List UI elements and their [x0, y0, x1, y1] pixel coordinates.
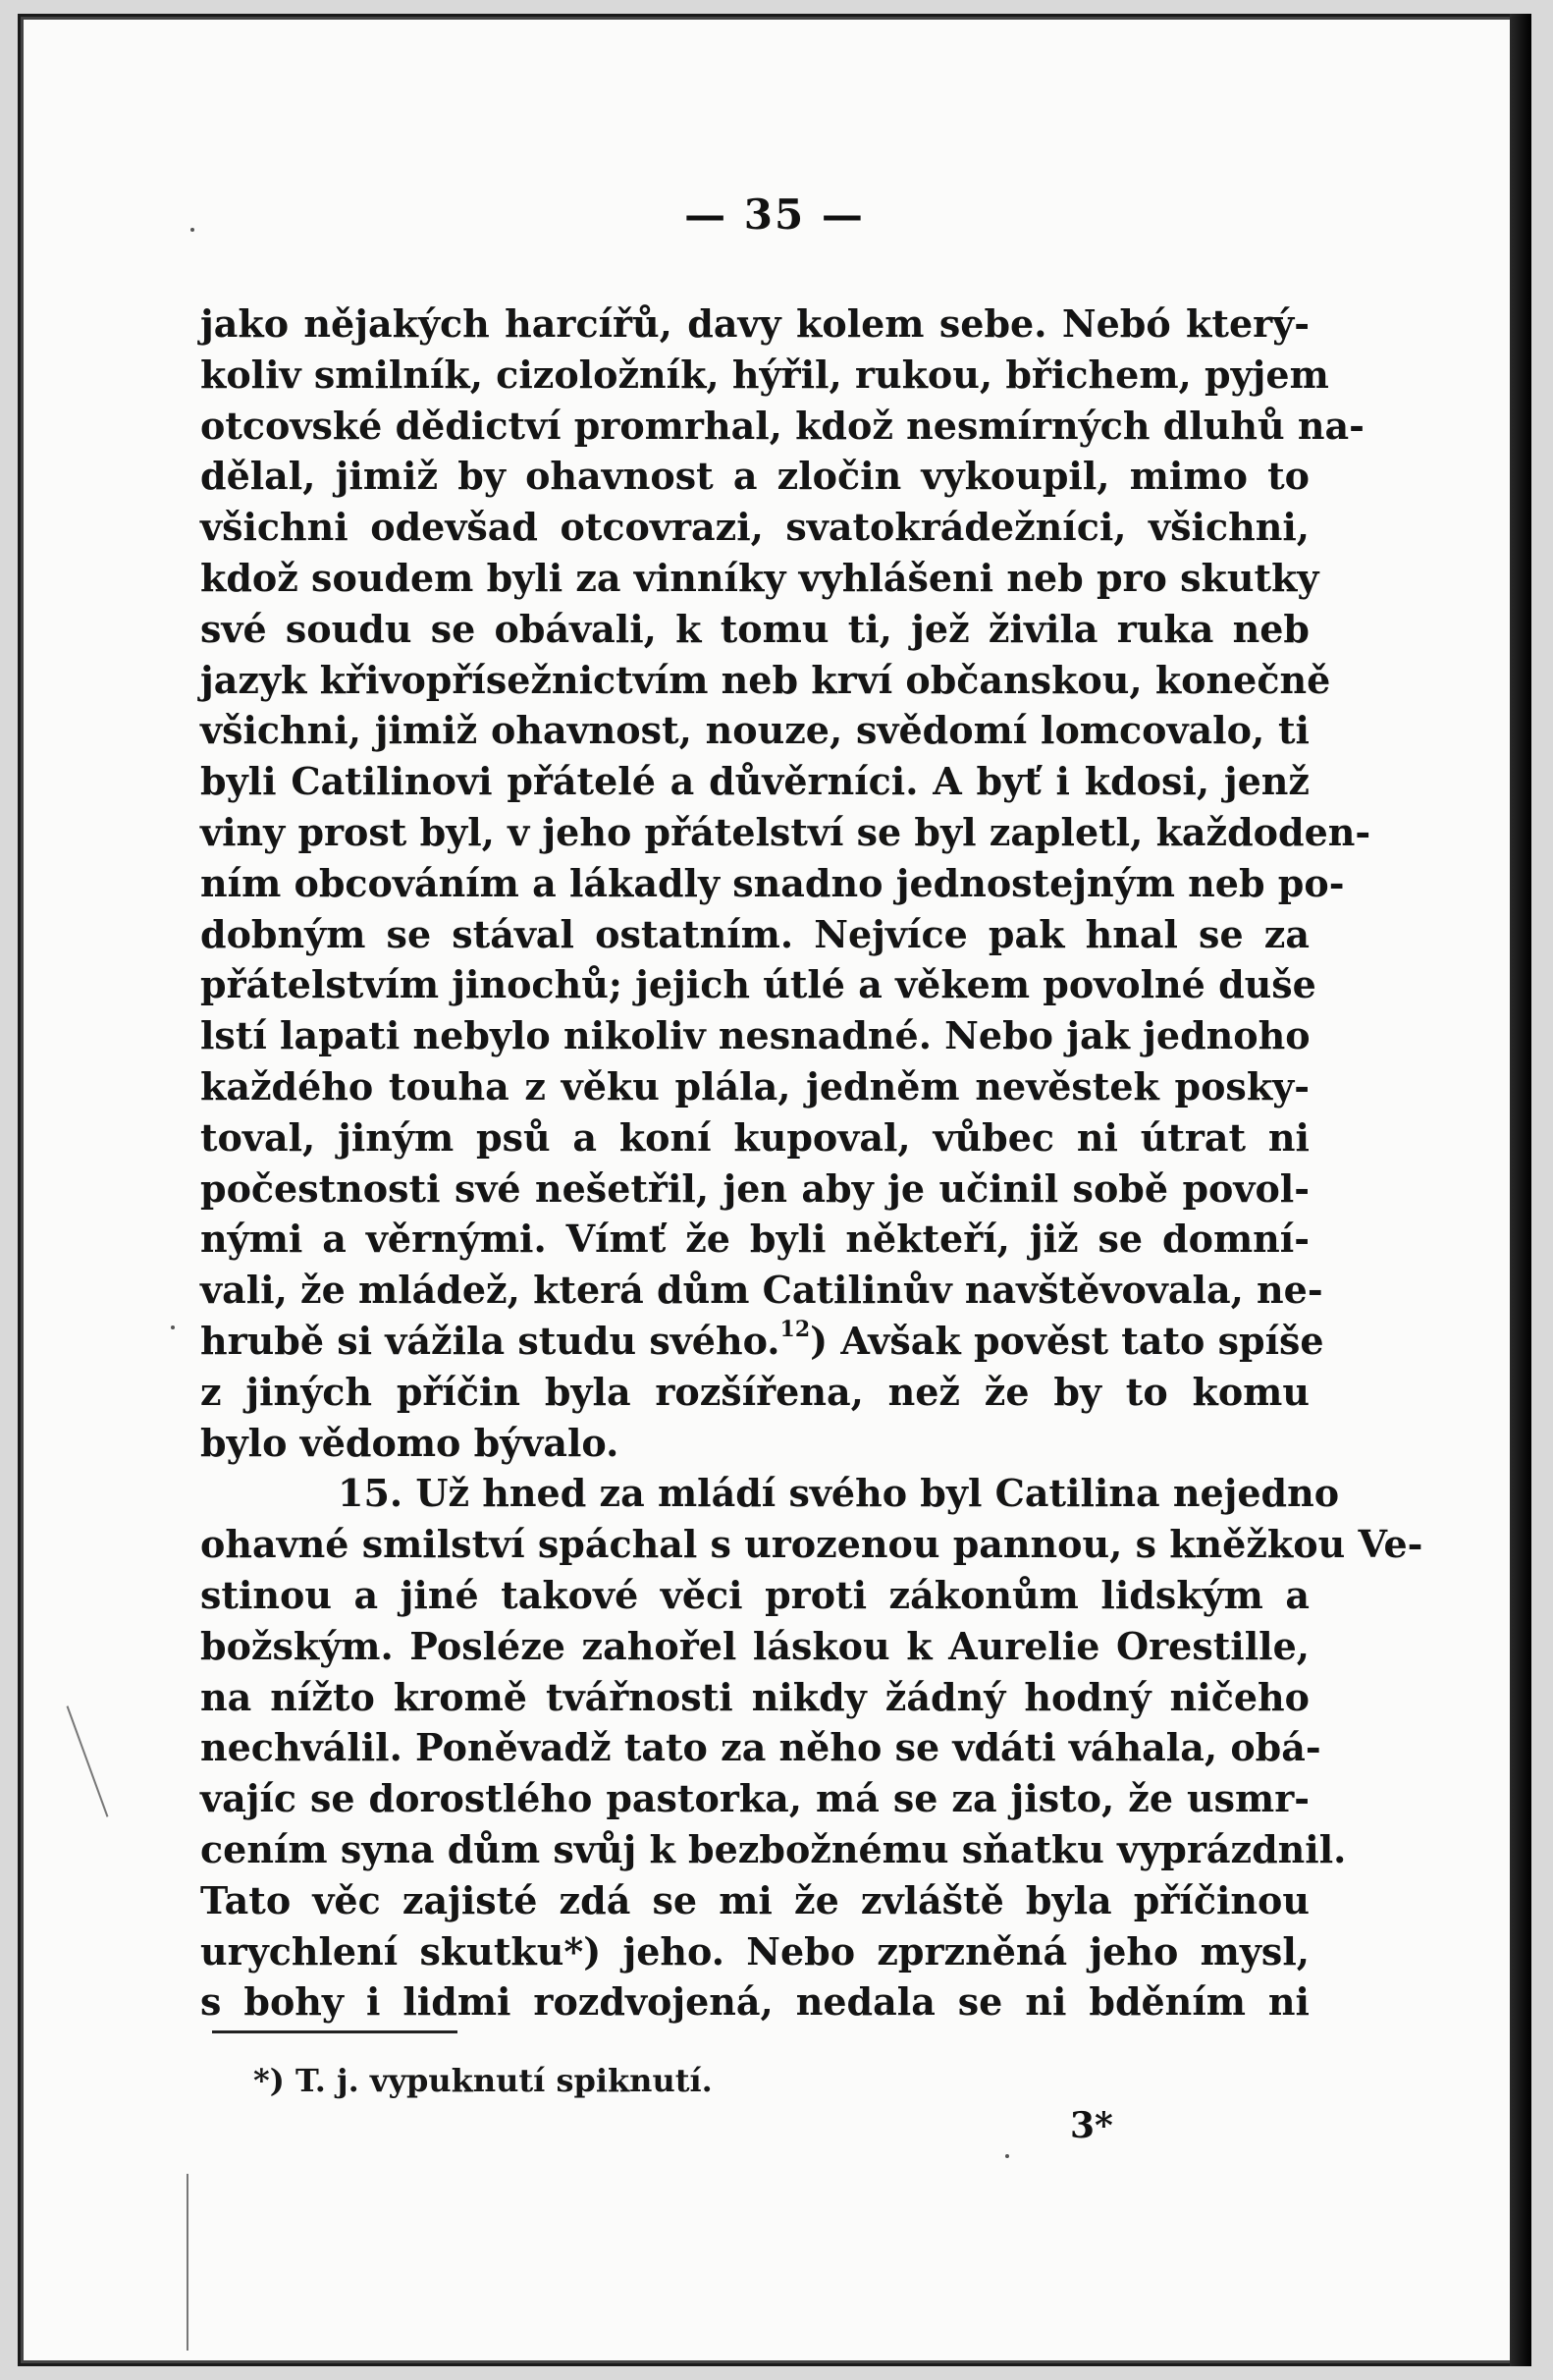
- text-line: nými a věrnými. Vímť že byli někteří, již se domní-: [200, 1217, 1310, 1262]
- text-line: toval, jiným psů a koní kupoval, vůbec ni útrat ni: [200, 1114, 1310, 1160]
- text-line: s bohy i lidmi rozdvojená, nedala se ni bděním ni: [200, 1979, 1310, 2025]
- text-line: jazyk křivopřísežnictvím neb krví občanskou, konečně: [200, 657, 1331, 702]
- scan-speck: [1005, 2154, 1009, 2158]
- text-line: viny prost byl, v jeho přátelství se byl zapletl, každoden-: [200, 809, 1371, 854]
- text-fragment: ) Avšak pověst tato spíše: [810, 1318, 1324, 1363]
- scanned-page: [18, 14, 1531, 2366]
- text-line-with-noteref: [200, 1316, 1324, 1367]
- text-line: dělal, jimiž by ohavnost a zločin vykoupil, mimo to: [200, 454, 1310, 499]
- note-reference: 12: [779, 1316, 811, 1342]
- text-line: všichni, jimiž ohavnost, nouze, svědomí lomcovalo, ti: [200, 708, 1310, 753]
- text-line: přátelstvím jinochů; jejich útlé a věkem povolné duše: [200, 962, 1316, 1007]
- text-line: cením syna dům svůj k bezbožnému sňatku vyprázdnil.: [200, 1826, 1347, 1871]
- text-line: z jiných příčin byla rozšířena, než že by to komu: [200, 1369, 1310, 1414]
- text-line: božským. Posléze zahořel láskou k Aurelie Orestille,: [200, 1623, 1310, 1668]
- text-line: každého touha z věku plála, jedněm nevěstek posky-: [200, 1063, 1310, 1109]
- text-line: koliv smilník, cizoložník, hýřil, rukou, břichem, pyjem: [200, 352, 1329, 397]
- text-line: jako nějakých harcířů, davy kolem sebe. Nebó který-: [200, 301, 1310, 346]
- text-line: Tato věc zajisté zdá se mi že zvláště byla příčinou: [200, 1877, 1310, 1922]
- text-line: všichni odevšad otcovrazi, svatokrádežníci, všichni,: [200, 505, 1310, 550]
- text-line: urychlení skutku*) jeho. Nebo zprzněná jeho mysl,: [200, 1928, 1310, 1974]
- text-line: na nížto kromě tvářnosti nikdy žádný hodný ničeho: [200, 1674, 1310, 1719]
- text-line: své soudu se obávali, k tomu ti, jež živila ruka neb: [200, 606, 1310, 651]
- paragraph-start-line: 15. Už hned za mládí svého byl Catilina nejedno: [338, 1471, 1340, 1516]
- text-line: počestnosti své nešetřil, jen aby je učinil sobě povol-: [200, 1165, 1310, 1211]
- text-line: ohavné smilství spáchal s urozenou pannou, s kněžkou Ve-: [200, 1522, 1423, 1567]
- text-line: vali, že mládež, která dům Catilinův navštěvovala, ne-: [200, 1268, 1323, 1313]
- scan-artifact: [187, 2174, 188, 2351]
- footnote-divider: [212, 2030, 457, 2033]
- scan-artifact: [67, 1705, 109, 1816]
- text-line: ním obcováním a lákadly snadno jednostejným neb po-: [200, 860, 1345, 905]
- text-fragment: hrubě si vážila studu svého.: [200, 1318, 780, 1363]
- text-line: nechválil. Poněvadž tato za něho se vdáti váhala, obá-: [200, 1725, 1321, 1770]
- text-line: otcovské dědictví promrhal, kdož nesmírných dluhů na-: [200, 403, 1365, 448]
- footnote: *) T. j. vypuknutí spiknutí.: [253, 2062, 713, 2099]
- scan-speck: [171, 1325, 175, 1329]
- signature-mark: 3*: [1070, 2105, 1113, 2146]
- text-line: vajíc se dorostlého pastorka, má se za jisto, že usmr-: [200, 1776, 1310, 1821]
- paragraph-end-line: bylo vědomo bývalo.: [200, 1420, 619, 1465]
- body-text: [200, 298, 1423, 2028]
- text-line: kdož soudem byli za vinníky vyhlášeni neb pro skutky: [200, 555, 1319, 600]
- scan-dark-edge: [1510, 14, 1531, 2366]
- text-line: dobným se stával ostatním. Nejvíce pak hnal se za: [200, 911, 1310, 956]
- text-line: stinou a jiné takové věci proti zákonům lidským a: [200, 1572, 1310, 1617]
- scan-speck: [190, 228, 194, 232]
- text-line: byli Catilinovi přátelé a důvěrníci. A byť i kdosi, jenž: [200, 759, 1310, 804]
- text-line: lstí lapati nebylo nikoliv nesnadné. Nebo jak jednoho: [200, 1013, 1311, 1058]
- page-number: — 35 —: [684, 190, 865, 239]
